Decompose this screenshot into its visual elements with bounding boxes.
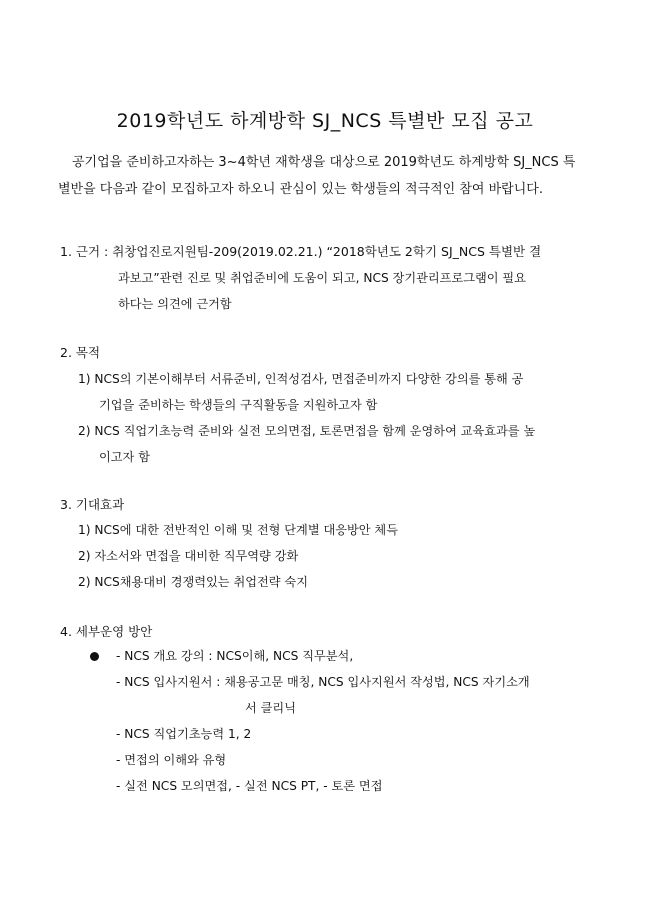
section2-line-4: 이고자 함 — [99, 450, 150, 464]
section4-line-2: - NCS 입사지원서 : 채용공고문 매칭, NCS 입사지원서 작성법, NCS 자기소개 — [116, 675, 530, 689]
document-title: 2019학년도 하계방학 SJ_NCS 특별반 모집 공고 — [116, 110, 534, 132]
section2-line-1: 1) NCS의 기본이해부터 서류준비, 인적성검사, 면접준비까지 다양한 강의를 통해 공 — [78, 372, 524, 386]
section3-line-1: 1) NCS에 대한 전반적인 이해 및 전형 단계별 대응방안 체득 — [78, 523, 398, 537]
section1-line-2: 하다는 의견에 근거함 — [118, 297, 232, 311]
section3-line-2: 2) 자소서와 면접을 대비한 직무역량 강화 — [78, 549, 299, 563]
section2-heading: 2. 목적 — [60, 345, 101, 360]
section3-heading: 3. 기대효과 — [60, 497, 125, 512]
bullet-dot-icon — [90, 652, 99, 661]
intro-line-1: 공기업을 준비하고자하는 3~4학년 재학생을 대상으로 2019학년도 하계방학 SJ_NCS 특 — [72, 155, 576, 170]
section4-line-6: - 실전 NCS 모의면접, - 실전 NCS PT, - 토론 면접 — [116, 779, 383, 793]
section3-line-3: 2) NCS채용대비 경쟁력있는 취업전략 숙지 — [78, 575, 308, 589]
section1-line-1: 과보고”관련 진로 및 취업준비에 도움이 되고, NCS 장기관리프로그램이 필요 — [118, 271, 526, 285]
intro-line-2: 별반을 다음과 같이 모집하고자 하오니 관심이 있는 학생들의 적극적인 참여 바랍니다. — [58, 182, 543, 197]
section4-line-5: - 면접의 이해와 유형 — [116, 753, 227, 767]
section4-line-4: - NCS 직업기초능력 1, 2 — [116, 727, 252, 741]
section4-line-3: 서 클리닉 — [245, 701, 296, 715]
section4-heading: 4. 세부운영 방안 — [60, 624, 153, 639]
section1-heading: 1. 근거 : 취창업진로지원팀-209(2019.02.21.) “2018학년도 2학기 SJ_NCS 특별반 결 — [60, 244, 542, 259]
section2-line-3: 2) NCS 직업기초능력 준비와 실전 모의면접, 토론면접을 함께 운영하여 교육효과를 높 — [78, 424, 536, 438]
section2-line-2: 기업을 준비하는 학생들의 구직활동을 지원하고자 함 — [99, 398, 378, 412]
section4-line-1: - NCS 개요 강의 : NCS이해, NCS 직무분석, — [116, 649, 354, 663]
